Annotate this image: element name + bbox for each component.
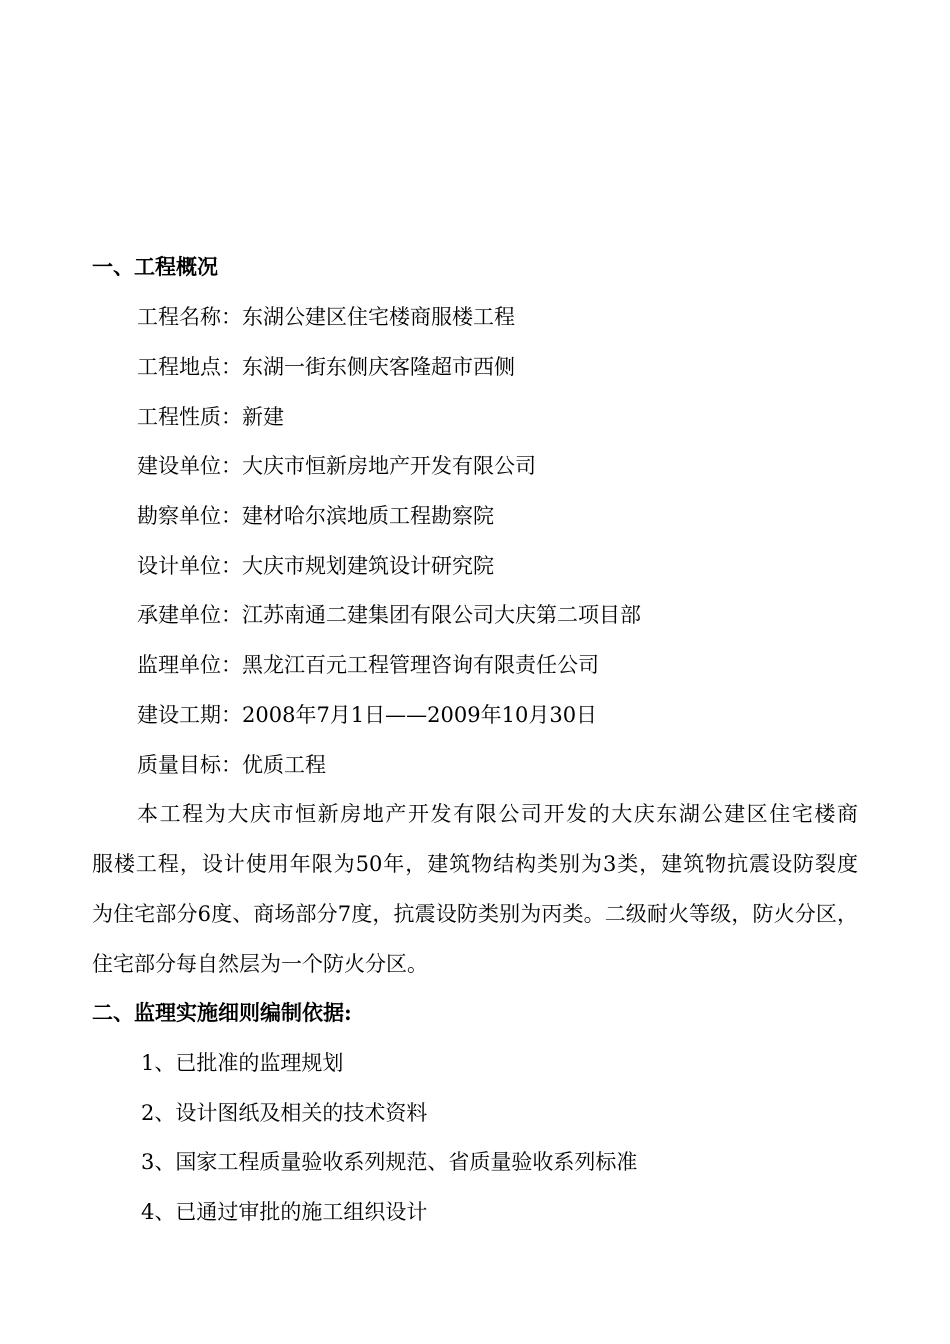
design-unit: 设计单位：大庆市规划建筑设计研究院 bbox=[137, 554, 494, 578]
basis-item-1: 1、已批准的监理规划 bbox=[141, 1051, 344, 1075]
paragraph-line-4: 住宅部分每自然层为一个防火分区。 bbox=[92, 952, 428, 976]
basis-item-4: 4、已通过审批的施工组织设计 bbox=[141, 1200, 428, 1224]
construction-period: 建设工期：2008年7月1日——2009年10月30日 bbox=[137, 703, 598, 727]
project-location: 工程地点：东湖一街东侧庆客隆超市西侧 bbox=[137, 355, 515, 379]
section2-heading: 二、监理实施细则编制依据: bbox=[92, 1000, 352, 1025]
contractor-unit: 承建单位：江苏南通二建集团有限公司大庆第二项目部 bbox=[137, 603, 641, 627]
basis-item-2: 2、设计图纸及相关的技术资料 bbox=[141, 1101, 428, 1125]
project-name: 工程名称：东湖公建区住宅楼商服楼工程 bbox=[137, 305, 515, 329]
paragraph-line-1: 本工程为大庆市恒新房地产开发有限公司开发的大庆东湖公建区住宅楼商 bbox=[137, 802, 858, 826]
survey-unit: 勘察单位：建材哈尔滨地质工程勘察院 bbox=[137, 504, 494, 528]
paragraph-line-3: 为住宅部分6度、商场部分7度，抗震设防类别为丙类。二级耐火等级，防火分区， bbox=[92, 902, 858, 926]
quality-target: 质量目标：优质工程 bbox=[137, 753, 326, 777]
basis-item-3: 3、国家工程质量验收系列规范、省质量验收系列标准 bbox=[141, 1150, 638, 1174]
project-nature: 工程性质：新建 bbox=[137, 405, 284, 429]
section1-heading: 一、工程概况 bbox=[92, 254, 218, 279]
construction-unit: 建设单位：大庆市恒新房地产开发有限公司 bbox=[137, 454, 536, 478]
paragraph-line-2: 服楼工程，设计使用年限为50年，建筑物结构类别为3类，建筑物抗震设防裂度 bbox=[92, 852, 858, 876]
supervision-unit: 监理单位：黑龙江百元工程管理咨询有限责任公司 bbox=[137, 653, 599, 677]
